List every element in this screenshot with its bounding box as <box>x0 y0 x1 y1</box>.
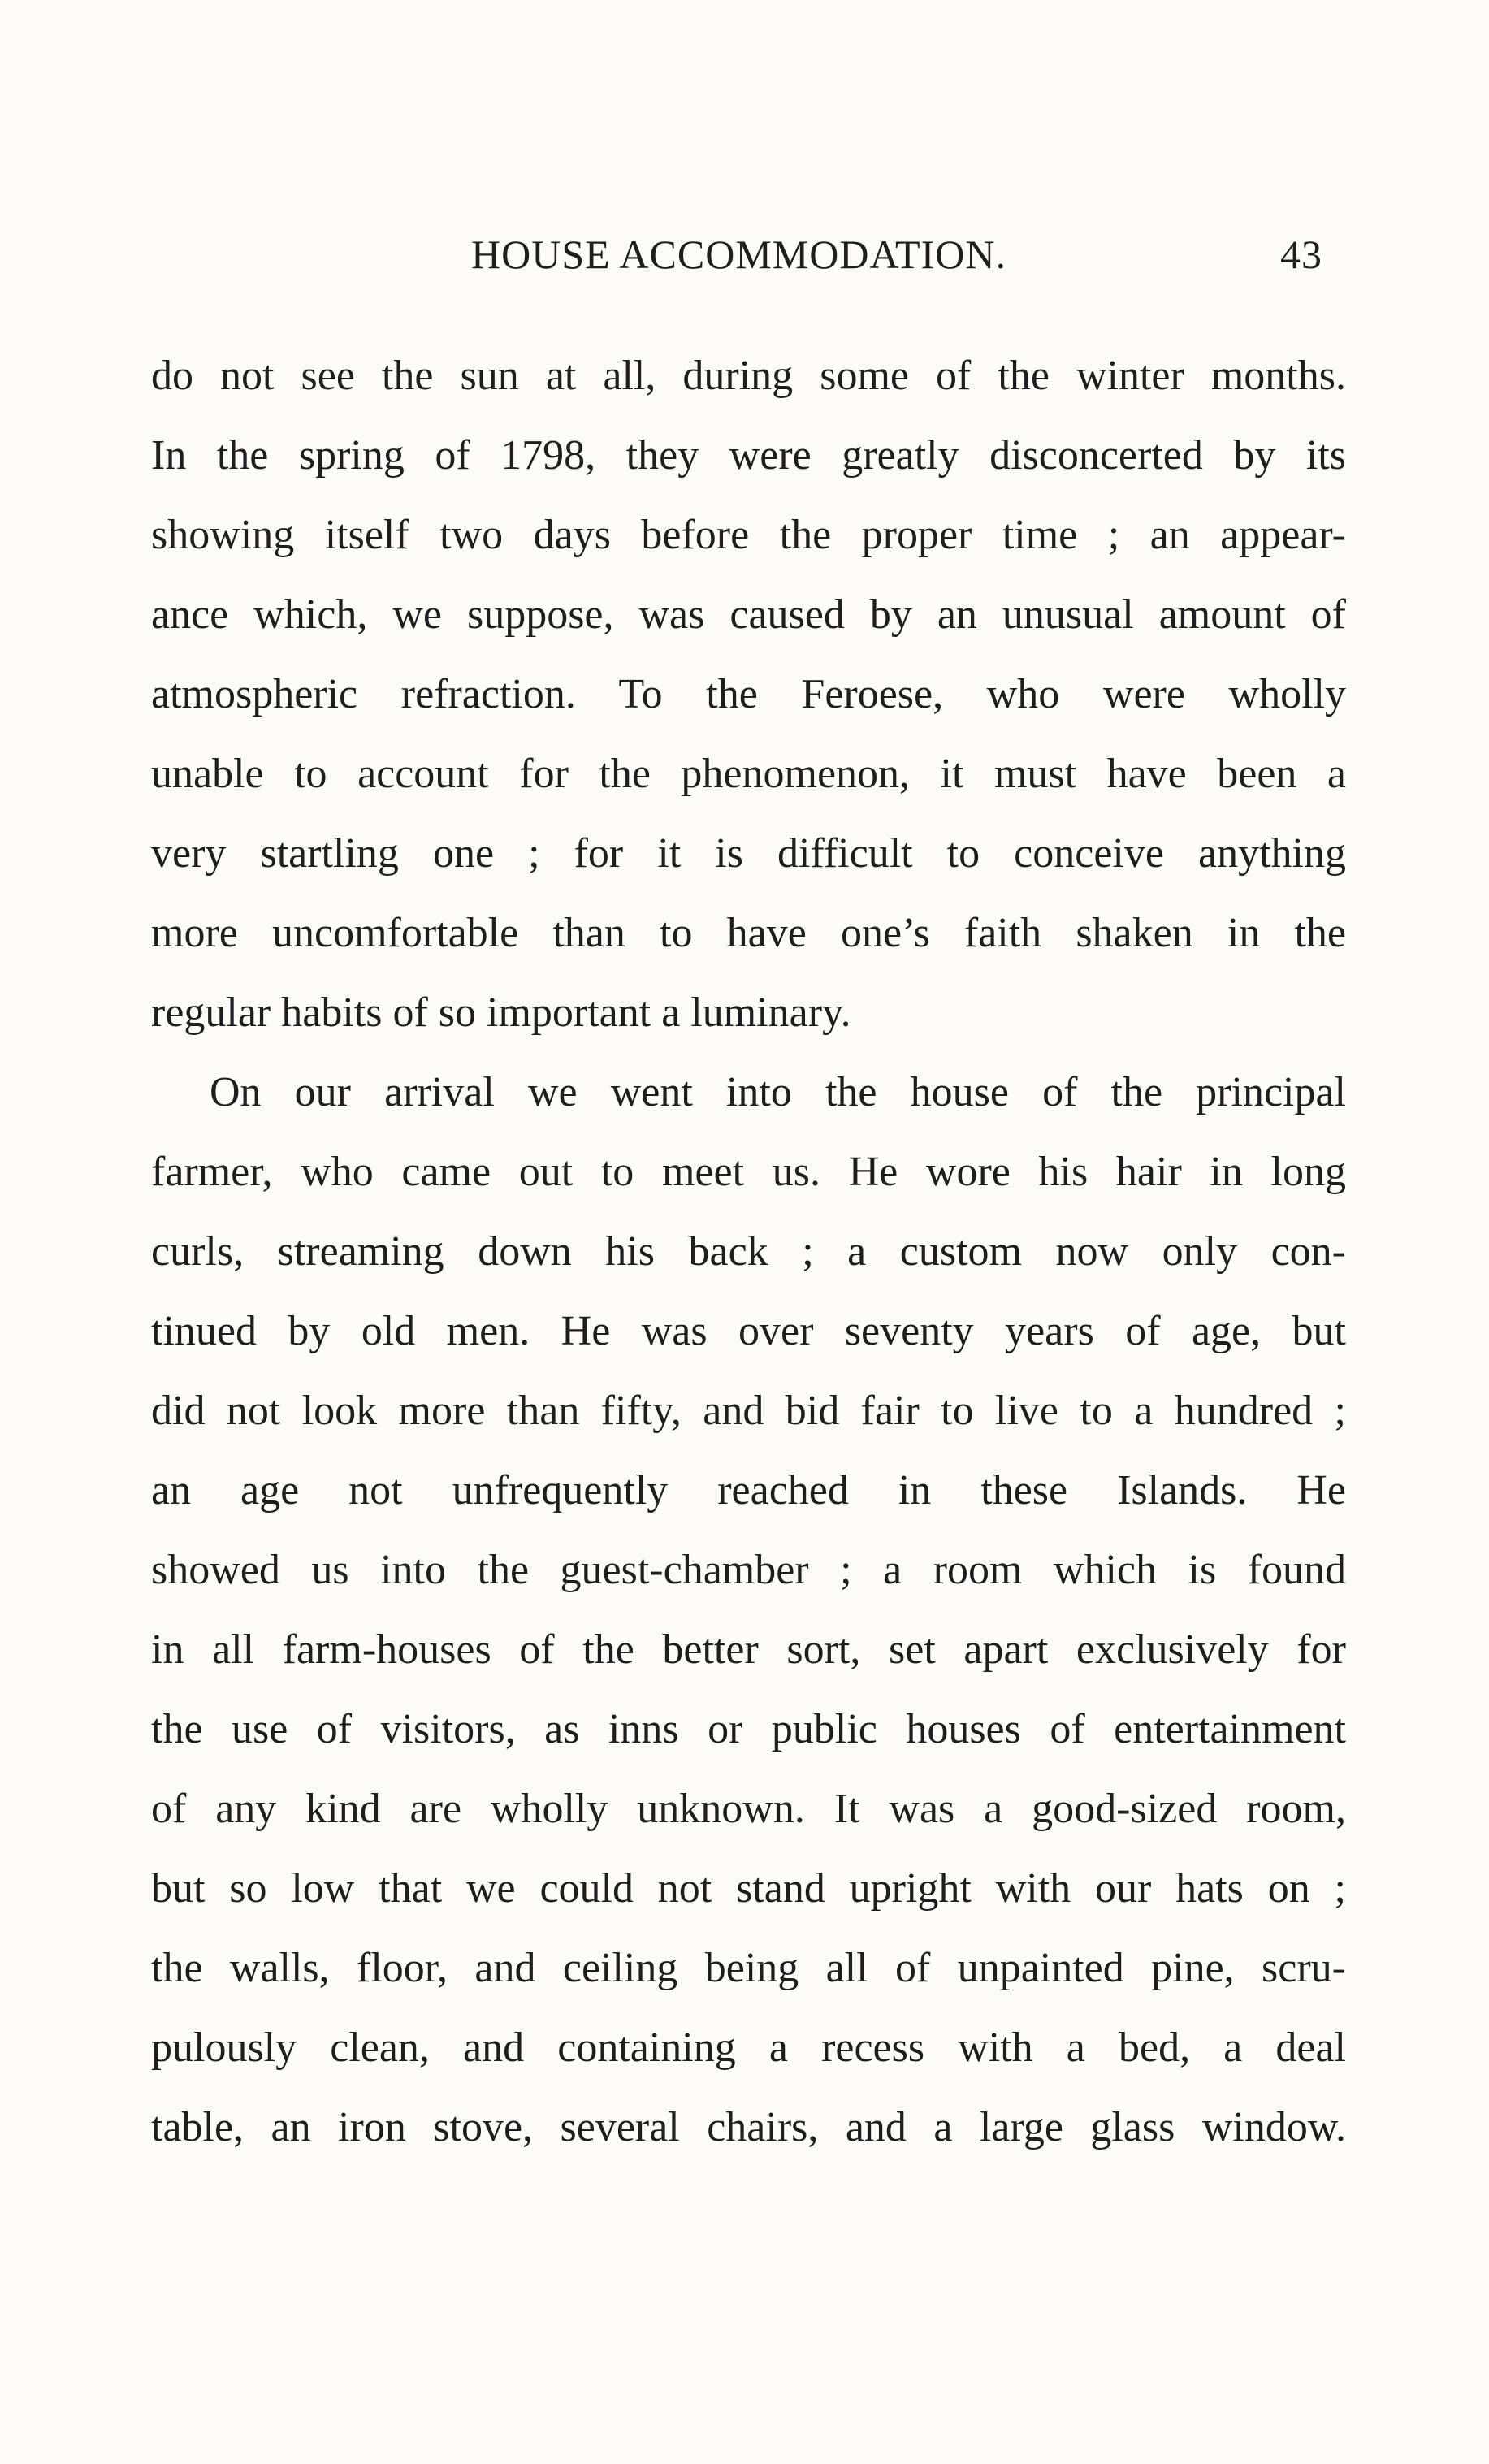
text-line: very startling one ; for it is difficult to conceive anything <box>151 830 1346 877</box>
text-line: in all farm-houses of the better sort, set apart exclusively for <box>151 1626 1346 1673</box>
text-line: of any kind are wholly unknown. It was a good-sized room, <box>151 1786 1346 1832</box>
text-line: but so low that we could not stand upright with our hats on ; <box>151 1865 1346 1912</box>
text-line: ance which, we suppose, was caused by an unusual amount of <box>151 591 1346 638</box>
text-line: regular habits of so important a luminary. <box>151 989 851 1036</box>
running-title: HOUSE ACCOMMODATION. <box>471 232 1006 277</box>
text-line: curls, streaming down his back ; a custom now only con- <box>151 1228 1346 1275</box>
running-head <box>0 226 1489 283</box>
text-line: did not look more than fifty, and bid fair to live to a hundred ; <box>151 1388 1346 1434</box>
text-line: do not see the sun at all, during some of the winter months. <box>151 353 1346 399</box>
text-line: On our arrival we went into the house of the principal <box>210 1069 1346 1115</box>
text-line: In the spring of 1798, they were greatly disconcerted by its <box>151 432 1346 479</box>
text-line: the use of visitors, as inns or public houses of entertainment <box>151 1706 1346 1752</box>
text-line: table, an iron stove, several chairs, and a large glass window. <box>151 2104 1346 2150</box>
text-line: atmospheric refraction. To the Feroese, who were wholly <box>151 671 1346 717</box>
text-line: showed us into the guest-chamber ; a room which is found <box>151 1547 1346 1593</box>
page-number: 43 <box>1280 232 1322 277</box>
text-line: tinued by old men. He was over seventy years of age, but <box>151 1308 1346 1354</box>
text-line: unable to account for the phenomenon, it must have been a <box>151 751 1346 797</box>
text-line: farmer, who came out to meet us. He wore his hair in long <box>151 1149 1346 1195</box>
text-line: more uncomfortable than to have one’s faith shaken in the <box>151 910 1346 956</box>
text-line: showing itself two days before the proper time ; an appear- <box>151 512 1346 558</box>
text-line: pulously clean, and containing a recess with a bed, a deal <box>151 2024 1346 2071</box>
text-line: an age not unfrequently reached in these Islands. He <box>151 1467 1346 1513</box>
text-line: the walls, floor, and ceiling being all of unpainted pine, scru- <box>151 1945 1346 1991</box>
